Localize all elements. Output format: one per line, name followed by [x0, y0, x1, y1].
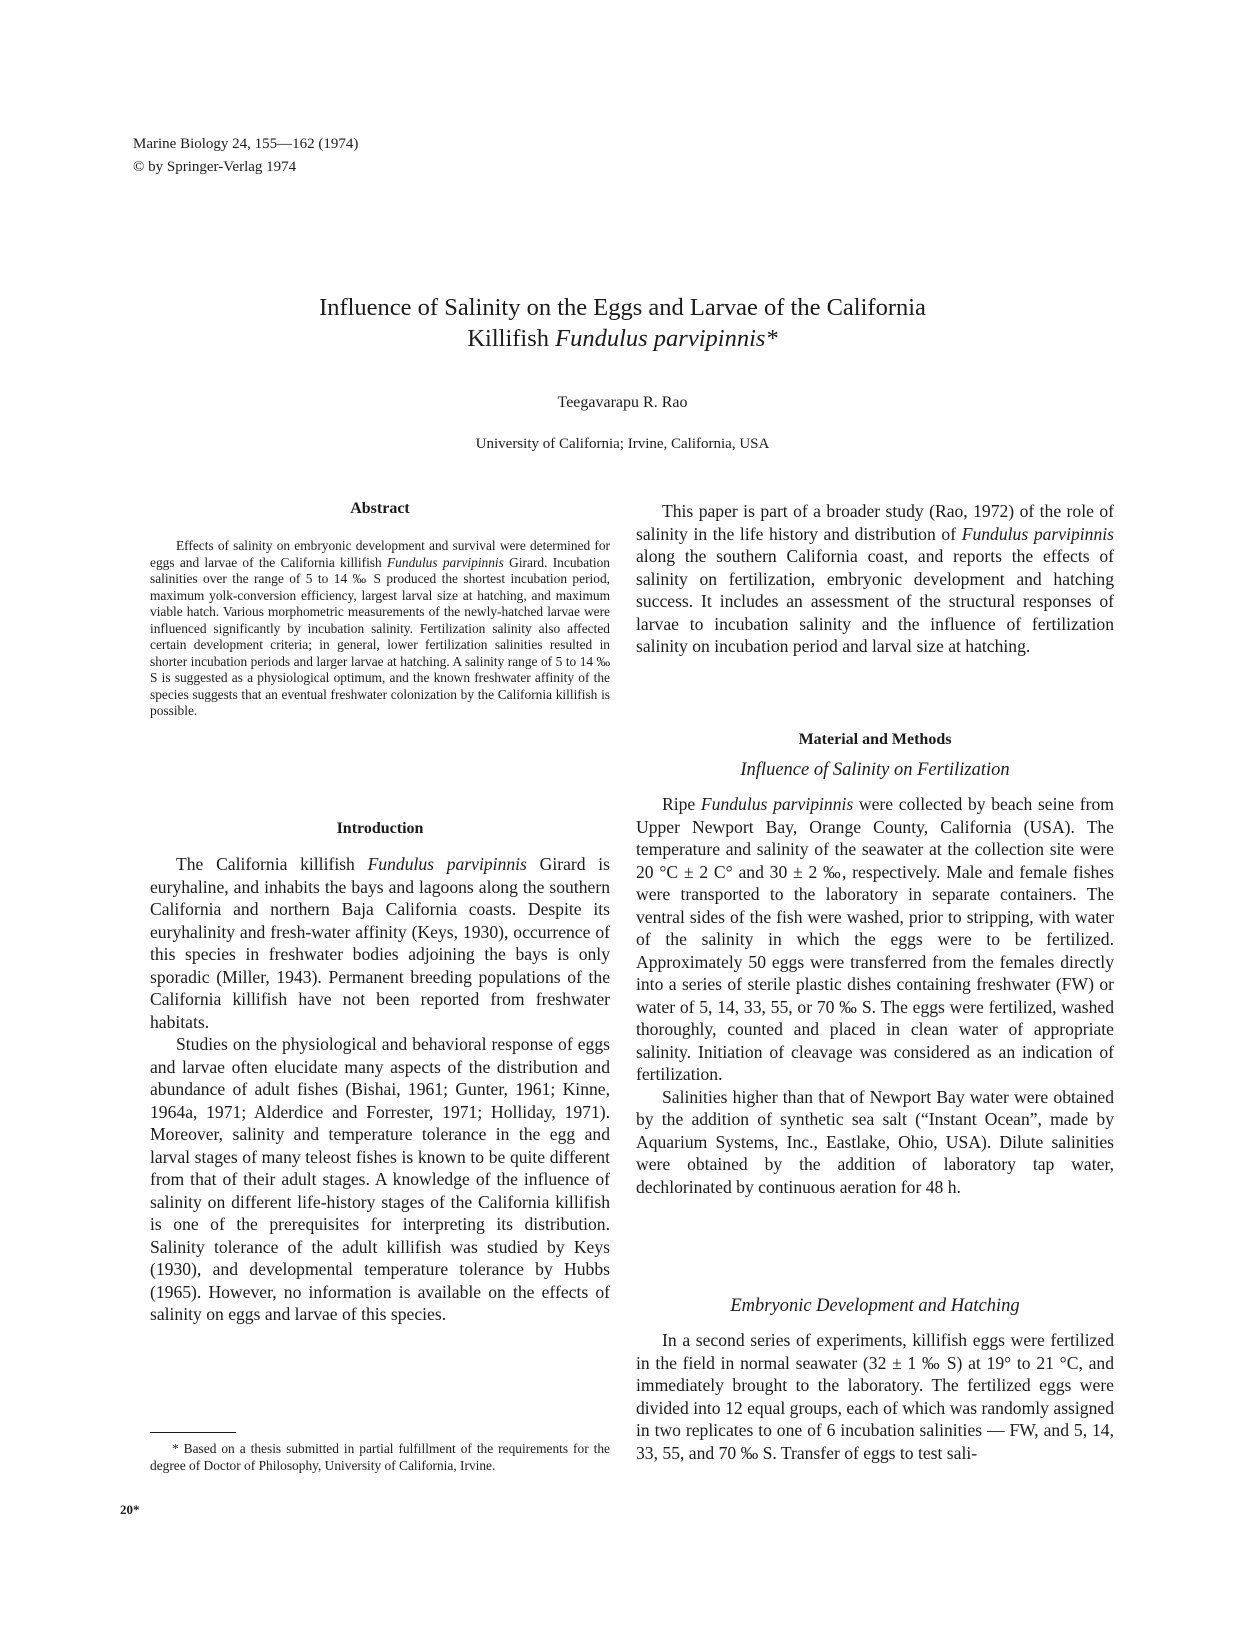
copyright-line: © by Springer-Verlag 1974 — [133, 159, 297, 175]
methods-paragraph-1 — [636, 793, 1114, 1086]
footnote-rule — [150, 1432, 236, 1433]
embryonic-body — [636, 1329, 1114, 1464]
article-title — [120, 292, 1125, 354]
journal-citation: Marine Biology 24, 155—162 (1974) — [133, 136, 359, 152]
fertilization-subheading: Influence of Salinity on Fertilization — [740, 760, 1010, 780]
right-intro-body — [636, 500, 1114, 658]
introduction-heading: Introduction — [336, 820, 424, 837]
introduction-paragraph-1 — [150, 853, 610, 1033]
abstract-part-2: Girard. Incubation salinities over the range of 5 to 14 ‰ S produced the shortest incubation period, maximum yolk-conversion efficiency, largest larval size at hatching, and maximum viable hatch. Various morphometric measurements of the newly-hatched larvae were influenced significantly by incubation salinity. Fertilization salinity also affected certain development criteria; in general, lower fertilization salinities resulted in shorter incubation periods and larger larvae at hatching. A salinity range of 5 to 14 ‰ S is suggested as a physiological optimum, and the known freshwater affinity of the species suggests that an eventual freshwater colonization by the California killifish is possible. — [150, 554, 610, 718]
methods-paragraph-2: Salinities higher than that of Newport Bay water were obtained by the addition of synthetic sea salt (“Instant Ocean”, made by Aquarium Systems, Inc., Eastlake, Ohio, USA). Dilute salinities were obtained by the addition of laboratory tap water, dechlorinated by continuous aeration for 48 h. — [636, 1086, 1114, 1197]
methods-p1-b: were collected by beach seine from Upper Newport Bay, Orange County, California (USA). The temperature and salinity of the seawater at the collection site were 20 °C ± 2 C° and 30 ± 2 ‰, respectively. Male and female fishes were transported to the laboratory in separate containers. The ventral sides of the fish were washed, prior to stripping, with water of the salinity in which the eggs were to be fertilized. Approximately 50 eggs were transferred from the females directly into a series of sterile plastic dishes containing freshwater (FW) or water of 5, 14, 33, 55, or 70 ‰ S. The eggs were fertilized, washed thoroughly, counted and placed in clean water of appropriate salinity. Initiation of cleavage was considered as an indication of fertilization. — [636, 794, 1114, 1084]
intro-p1-b: Girard is euryhaline, and inhabits the bays and lagoons along the southern California and northern Baja California coasts. Despite its euryhalinity and fresh-water affinity (Keys, 1930), occurrence of this species in freshwater bodies adjoining the bays is only sporadic (Miller, 1943). Permanent breeding populations of the California killifish have not been reported from freshwater habitats. — [150, 854, 610, 1032]
right-intro-a: This paper is part of a broader study (Rao, 1972) of the role of salinity in the life history and distribution of — [636, 501, 1114, 544]
author-name: Teegavarapu R. Rao — [557, 394, 688, 411]
footnote: * Based on a thesis submitted in partial fulfillment of the requirements for the degree of Doctor of Philosophy, University of California, Irvine. — [150, 1441, 610, 1473]
journal-citation-block — [133, 133, 358, 179]
embryonic-paragraph: In a second series of experiments, killifish eggs were fertilized in the field in normal seawater (32 ± 1 ‰ S) at 19° to 21 °C, and immediately brought to the laboratory. The fertilized eggs were divided into 12 equal groups, each of which was randomly assigned in two replicates to one of 6 incubation salinities — FW, and 5, 14, 33, 55, and 70 ‰ S. Transfer of eggs to test sali- — [636, 1330, 1114, 1463]
title-line-2-prefix: Killifish — [467, 325, 556, 352]
embryonic-subheading: Embryonic Development and Hatching — [730, 1296, 1020, 1316]
title-line-2 — [120, 323, 1125, 354]
methods-p1-a: Ripe — [662, 794, 701, 814]
intro-p1-a: The California killifish — [176, 854, 368, 874]
methods-body — [636, 793, 1114, 1198]
abstract-text — [150, 538, 610, 720]
abstract-species: Fundulus parvipinnis — [387, 554, 504, 570]
title-line-1: Influence of Salinity on the Eggs and Larvae of the California — [319, 294, 926, 321]
methods-p1-species: Fundulus parvipinnis — [700, 794, 854, 814]
right-intro-species: Fundulus parvipinnis — [961, 523, 1114, 544]
right-intro-b: along the southern California coast, and reports the effects of salinity on fertilization, embryonic development and hatching success. It includes an assessment of the structural responses of larvae to incubation salinity and the influence of fertilization salinity on incubation period and larval size at hatching. — [636, 546, 1114, 656]
introduction-paragraph-2: Studies on the physiological and behavioral response of eggs and larvae often elucidate many aspects of the distribution and abundance of adult fishes (Bishai, 1961; Gunter, 1961; Kinne, 1964a, 1971; Alderdice and Forrester, 1971; Holliday, 1971). Moreover, salinity and temperature tolerance in the egg and larval stages of many teleost fishes is known to be quite different from that of their adult stages. A knowledge of the influence of salinity on different life-history stages of the California killifish is one of the prerequisites for interpreting its distribution. Salinity tolerance of the adult killifish was studied by Keys (1930), and developmental temperature tolerance by Hubbs (1965). However, no information is available on the effects of salinity on eggs and larvae of this species. — [150, 1034, 610, 1324]
affiliation: University of California; Irvine, California, USA — [475, 436, 770, 452]
right-intro-paragraph — [636, 500, 1114, 658]
abstract-part-1: Effects of salinity on embryonic development and survival were determined for eggs and larvae of the California killifish — [150, 538, 610, 570]
intro-p1-species: Fundulus parvipinnis — [367, 854, 527, 874]
introduction-body — [150, 853, 610, 1326]
methods-heading: Material and Methods — [798, 731, 952, 748]
title-species: Fundulus parvipinnis* — [555, 325, 778, 352]
abstract-heading: Abstract — [350, 500, 410, 517]
page-mark: 20* — [120, 1502, 140, 1517]
